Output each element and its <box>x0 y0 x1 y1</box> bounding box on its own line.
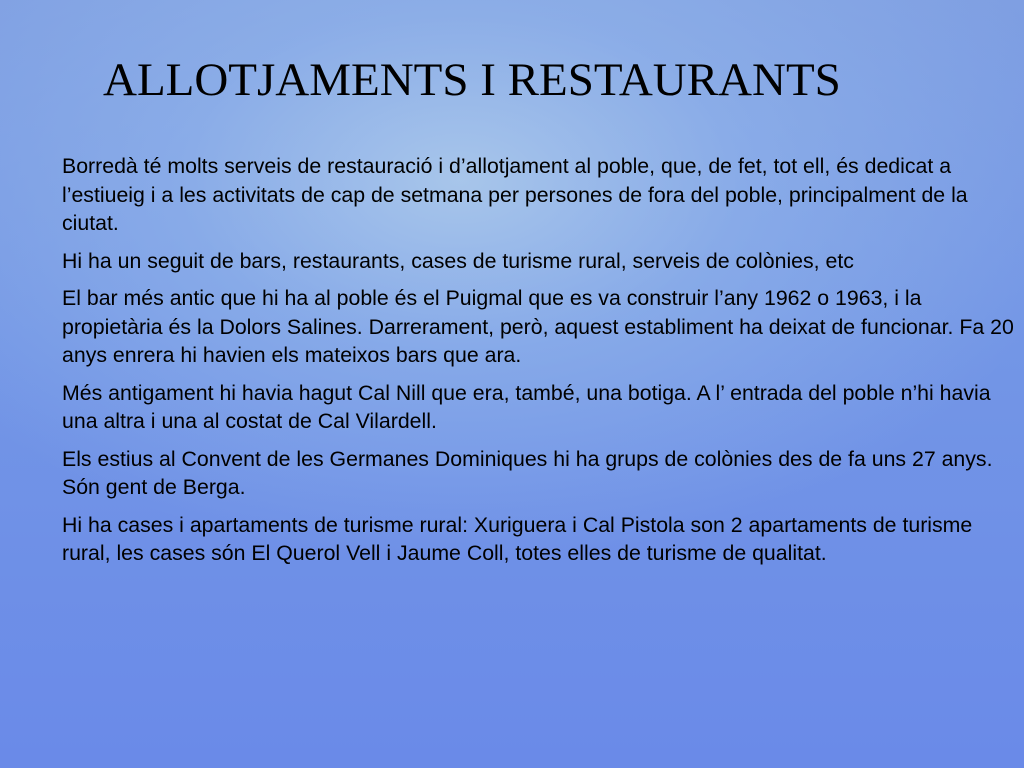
paragraph-establishment-list: Hi ha un seguit de bars, restaurants, cases de turisme rural, serveis de colònies, etc <box>62 248 854 273</box>
slide-title: ALLOTJAMENTS I RESTAURANTS <box>103 54 841 106</box>
slide-body <box>62 152 1014 577</box>
paragraph-rural-tourism: Hi ha cases i apartaments de turisme rural: Xuriguera i Cal Pistola son 2 apartaments de turisme rural, les cases són El Querol Vell i Jaume Coll, totes elles de turisme de qualitat. <box>62 512 973 565</box>
paragraph-summer-camps: Els estius al Convent de les Germanes Dominiques hi ha grups de colònies des de fa uns 27 anys. Són gent de Berga. <box>62 446 993 499</box>
paragraph-oldest-bar: El bar més antic que hi ha al poble és el Puigmal que es va construir l’any 1962 o 1963, i la propietària és la Dolors Salines. Darrerament, però, aquest establiment ha deixat de funcionar. Fa 20 anys enrera hi havien els mateixos bars que ara. <box>62 286 1014 367</box>
paragraph-older-places: Més antigament hi havia hagut Cal Nill que era, també, una botiga. A l’ entrada del poble n’hi havia una altra i una al costat de Cal Vilardell. <box>62 380 991 433</box>
paragraph-borreda-services: Borredà té molts serveis de restauració i d’allotjament al poble, que, de fet, tot ell, és dedicat a l’estiueig i a les activitats de cap de setmana per persones de fora del poble, principalment de la ciutat. <box>62 154 968 235</box>
